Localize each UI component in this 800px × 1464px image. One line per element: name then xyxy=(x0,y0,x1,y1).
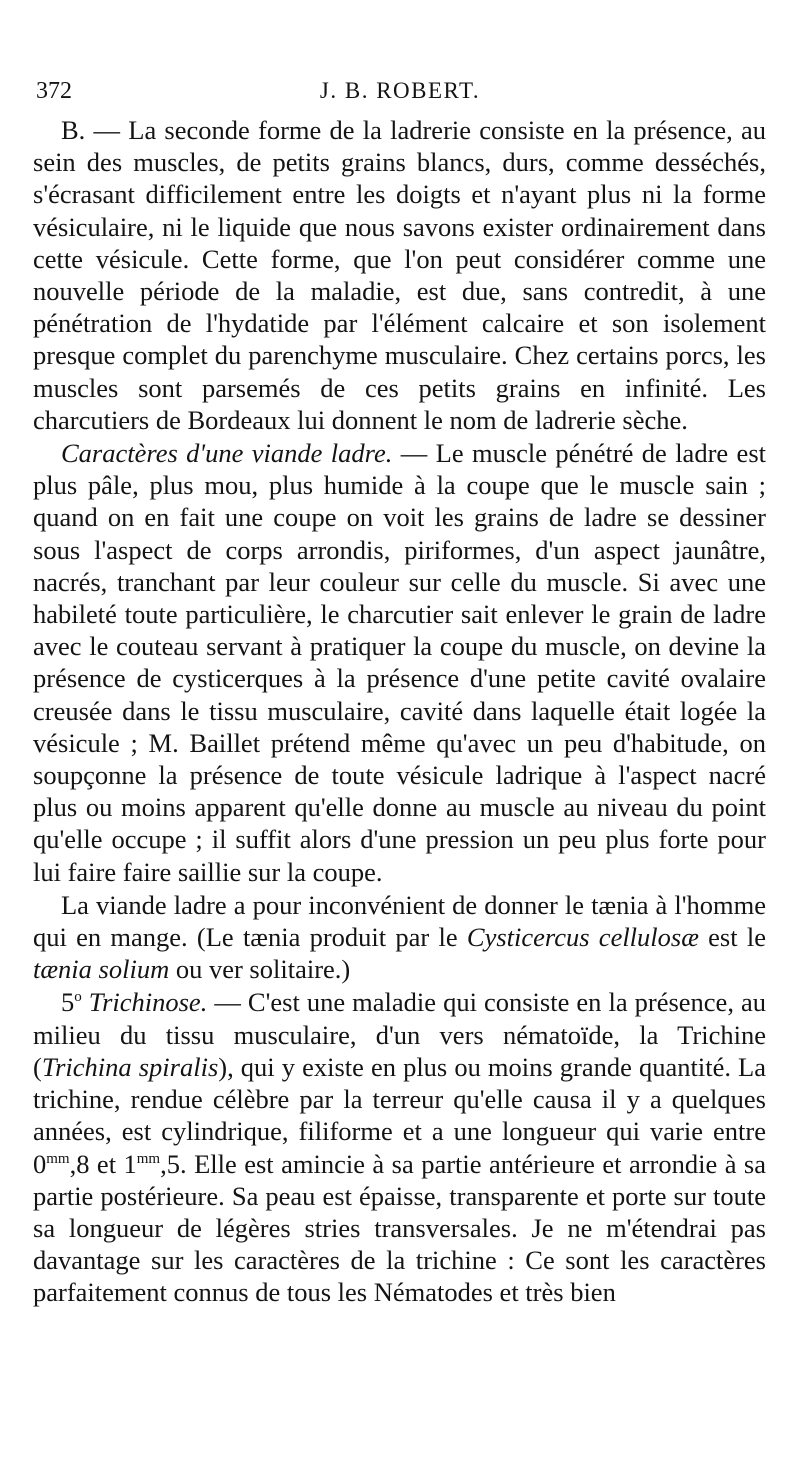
body-text xyxy=(33,114,766,1309)
paragraph-text: B. — La seconde forme de la ladrerie consiste en la présence, au sein des muscles, de petits grains blancs, durs, comme desséchés, s'écrasant difficilement entre les doigts et n'ayant plus ni la forme vésiculaire, ni le liquide que nous savons exister ordinairement dans cette vésicule. Cette forme, que l'on peut considérer comme une nouvelle période de la maladie, est due, sans contredit, à une pénétration de l'hydatide par l'élément calcaire et son isolement presque complet du parenchyme musculaire. Chez certains porcs, les muscles sont parsemés de ces petits grains en infinité. Les charcutiers de Bordeaux lui donnent le nom de ladrerie sèche. xyxy=(33,115,766,435)
page-number: 372 xyxy=(36,78,72,104)
species-name: Trichina spiralis xyxy=(41,1051,219,1082)
paragraph-text: — C'est une maladie qui consiste en la présence, au milieu du tissu musculaire, d'un vers nématoïde, la Trichine ( xyxy=(33,987,767,1082)
page-header xyxy=(30,72,770,108)
paragraph-text: ,5. Elle est amincie à sa partie antérieure et arrondie à sa partie postérieure. Sa peau est épaisse, transparente et porte sur toute sa longueur de légères stries transversales. Je ne m'étendrai pas davantage sur les caractères de la trichine : Ce sont les caractères parfaitement connus de tous les Nématodes et très bien xyxy=(33,1148,766,1308)
running-head: J. B. ROBERT. xyxy=(319,78,481,103)
species-name: tænia solium xyxy=(33,954,170,985)
paragraph-taenia xyxy=(33,889,766,986)
paragraph-trichinose xyxy=(33,986,766,1308)
paragraph-caracteres xyxy=(33,437,766,888)
unit-superscript: mm xyxy=(46,1150,70,1167)
section-number: 5 xyxy=(61,987,75,1018)
paragraph-text: — Le muscle pénétré de ladre est plus pâle, plus mou, plus humide à la coupe que le muscle sain ; quand on en fait une coupe on voit les grains de ladre se dessiner sous l'aspect de corps arrondis, piriformes, d'un aspect jaunâtre, nacrés, tranchant par leur couleur sur celle du muscle. Si avec une habileté toute particulière, le charcutier sait enlever le grain de ladre avec le couteau servant à pratiquer la coupe du muscle, on devine la présence de cysticerques à la présence d'une petite cavité ovalaire creusée dans le tissu musculaire, cavité dans laquelle était logée la vésicule ; M. Baillet prétend même qu'avec un peu d'habitude, on soupçonne la présence de toute vésicule ladrique à l'aspect nacré plus ou moins apparent qu'elle donne au muscle au niveau du point qu'elle occupe ; il suffit alors d'une pression un peu plus forte pour lui faire faire saillie sur la coupe. xyxy=(33,438,766,887)
ordinal-superscript: o xyxy=(74,989,82,1006)
paragraph-text: ), qui y existe en plus ou moins grande quantité. La trichine, rendue célèbre par la terreur qu'elle causa il y a quelques années, est cylindrique, filiforme et a une longueur qui varie entre 0 xyxy=(33,1051,766,1179)
paragraph-ladrerie-seche xyxy=(33,114,766,436)
paragraph-text: est le xyxy=(698,922,766,953)
paragraph-text: ,8 et 1 xyxy=(69,1148,137,1179)
paragraph-text: ou ver solitaire.) xyxy=(169,954,351,985)
unit-superscript: mm xyxy=(136,1150,161,1167)
section-title-caracteres: Caractères d'une viande ladre. xyxy=(61,438,393,469)
species-name: Cysticercus cellulosæ xyxy=(466,922,699,953)
paragraph-text: La viande ladre a pour inconvénient de donner le tænia à l'homme qui en mange. (Le tænia produit par le xyxy=(33,889,766,953)
section-title-trichinose: Trichinose. xyxy=(81,987,208,1018)
